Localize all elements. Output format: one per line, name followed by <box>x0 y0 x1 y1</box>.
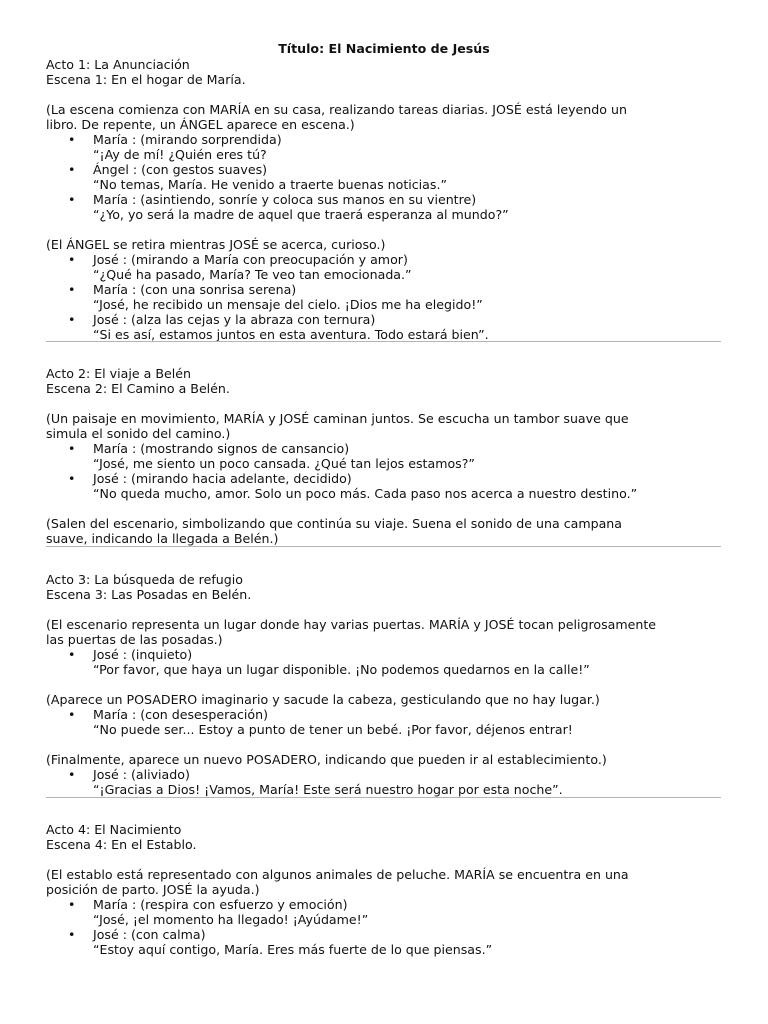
dialogue-line: “José, he recibido un mensaje del cielo. ¡Dios me ha elegido!” <box>93 297 483 312</box>
dialogue-line: “¿Qué ha pasado, María? Te veo tan emocionada.” <box>93 267 412 282</box>
bullet-icon: • <box>68 132 76 147</box>
dialogue-line: “José, me siento un poco cansada. ¿Qué tan lejos estamos?” <box>93 456 475 471</box>
bullet-icon: • <box>68 312 76 327</box>
dialogue-item <box>46 132 726 162</box>
speaker-direction: José : (inquieto) <box>93 647 193 662</box>
dialogue-line: “No temas, María. He venido a traerte buenas noticias.” <box>93 177 447 192</box>
section-divider <box>46 546 721 547</box>
dialogue-item <box>46 312 726 342</box>
dialogue-item <box>46 471 726 501</box>
dialogue-item <box>46 192 726 222</box>
act-section <box>46 822 726 957</box>
act-section <box>46 366 726 546</box>
dialogue-item <box>46 927 726 957</box>
act-section <box>46 572 726 797</box>
bullet-icon: • <box>68 897 76 912</box>
dialogue-line: “No puede ser... Estoy a punto de tener un bebé. ¡Por favor, déjenos entrar! <box>93 722 573 737</box>
speaker-direction: José : (mirando a María con preocupación y amor) <box>93 252 408 267</box>
bullet-icon: • <box>68 192 76 207</box>
spacer <box>46 222 726 237</box>
dialogue-line: “Estoy aquí contigo, María. Eres más fuerte de lo que piensas.” <box>93 942 493 957</box>
stage-direction: posición de parto. JOSÉ la ayuda.) <box>46 882 260 897</box>
spacer <box>46 396 726 411</box>
bullet-icon: • <box>68 927 76 942</box>
stage-direction: suave, indicando la llegada a Belén.) <box>46 531 279 546</box>
dialogue-line: “José, ¡el momento ha llegado! ¡Ayúdame!” <box>93 912 369 927</box>
dialogue-item <box>46 162 726 192</box>
dialogue-line: “¡Ay de mí! ¿Quién eres tú? <box>93 147 267 162</box>
speaker-direction: María : (mostrando signos de cansancio) <box>93 441 350 456</box>
dialogue-item <box>46 647 726 677</box>
stage-direction: (Salen del escenario, simbolizando que continúa su viaje. Suena el sonido de una campana <box>46 516 623 531</box>
dialogue-item <box>46 252 726 282</box>
stage-direction: (La escena comienza con MARÍA en su casa, realizando tareas diarias. JOSÉ está leyendo un <box>46 102 627 117</box>
speaker-direction: María : (respira con esfuerzo y emoción) <box>93 897 348 912</box>
spacer <box>46 852 726 867</box>
stage-direction: simula el sonido del camino.) <box>46 426 231 441</box>
act-heading: Acto 3: La búsqueda de refugio <box>46 572 243 587</box>
bullet-icon: • <box>68 471 76 486</box>
dialogue-item <box>46 897 726 927</box>
speaker-direction: María : (con desesperación) <box>93 707 269 722</box>
dialogue-line: “¿Yo, yo será la madre de aquel que traerá esperanza al mundo?” <box>93 207 509 222</box>
act-heading: Acto 2: El viaje a Belén <box>46 366 191 381</box>
speaker-direction: María : (mirando sorprendida) <box>93 132 282 147</box>
speaker-direction: María : (con una sonrisa serena) <box>93 282 297 297</box>
stage-direction: (El ÁNGEL se retira mientras JOSÉ se acerca, curioso.) <box>46 237 386 252</box>
stage-direction: (Un paisaje en movimiento, MARÍA y JOSÉ caminan juntos. Se escucha un tambor suave que <box>46 411 629 426</box>
spacer <box>46 737 726 752</box>
bullet-icon: • <box>68 647 76 662</box>
stage-direction: (El escenario representa un lugar donde hay varias puertas. MARÍA y JOSÉ tocan peligrosamente <box>46 617 657 632</box>
dialogue-item <box>46 282 726 312</box>
speaker-direction: José : (con calma) <box>93 927 206 942</box>
spacer <box>46 677 726 692</box>
dialogue-item <box>46 767 726 797</box>
bullet-icon: • <box>68 441 76 456</box>
speaker-direction: José : (aliviado) <box>93 767 190 782</box>
bullet-icon: • <box>68 707 76 722</box>
dialogue-line: “Por favor, que haya un lugar disponible. ¡No podemos quedarnos en la calle!” <box>93 662 590 677</box>
dialogue-line: “No queda mucho, amor. Solo un poco más. Cada paso nos acerca a nuestro destino.” <box>93 486 638 501</box>
spacer <box>46 87 726 102</box>
section-divider <box>46 341 721 342</box>
stage-direction: (El establo está representado con algunos animales de peluche. MARÍA se encuentra en una <box>46 867 629 882</box>
stage-direction: las puertas de las posadas.) <box>46 632 223 647</box>
stage-direction: (Aparece un POSADERO imaginario y sacude la cabeza, gesticulando que no hay lugar.) <box>46 692 600 707</box>
dialogue-item <box>46 441 726 471</box>
dialogue-line: “Si es así, estamos juntos en esta aventura. Todo estará bien”. <box>93 327 489 342</box>
speaker-direction: José : (alza las cejas y la abraza con ternura) <box>93 312 376 327</box>
speaker-direction: María : (asintiendo, sonríe y coloca sus manos en su vientre) <box>93 192 477 207</box>
speaker-direction: José : (mirando hacia adelante, decidido) <box>93 471 352 486</box>
scene-heading: Escena 3: Las Posadas en Belén. <box>46 587 252 602</box>
scene-heading: Escena 4: En el Establo. <box>46 837 197 852</box>
document-title: Título: El Nacimiento de Jesús <box>278 41 490 56</box>
act-heading: Acto 4: El Nacimiento <box>46 822 182 837</box>
bullet-icon: • <box>68 767 76 782</box>
act-heading: Acto 1: La Anunciación <box>46 57 190 72</box>
bullet-icon: • <box>68 162 76 177</box>
stage-direction: (Finalmente, aparece un nuevo POSADERO, indicando que pueden ir al establecimiento.) <box>46 752 607 767</box>
dialogue-line: “¡Gracias a Dios! ¡Vamos, María! Este será nuestro hogar por esta noche”. <box>93 782 563 797</box>
dialogue-item <box>46 707 726 737</box>
spacer <box>46 501 726 516</box>
act-section <box>46 57 726 342</box>
section-divider <box>46 797 721 798</box>
scene-heading: Escena 2: El Camino a Belén. <box>46 381 230 396</box>
stage-direction: libro. De repente, un ÁNGEL aparece en escena.) <box>46 117 355 132</box>
bullet-icon: • <box>68 252 76 267</box>
scene-heading: Escena 1: En el hogar de María. <box>46 72 246 87</box>
spacer <box>46 602 726 617</box>
speaker-direction: Ángel : (con gestos suaves) <box>93 162 268 177</box>
bullet-icon: • <box>68 282 76 297</box>
